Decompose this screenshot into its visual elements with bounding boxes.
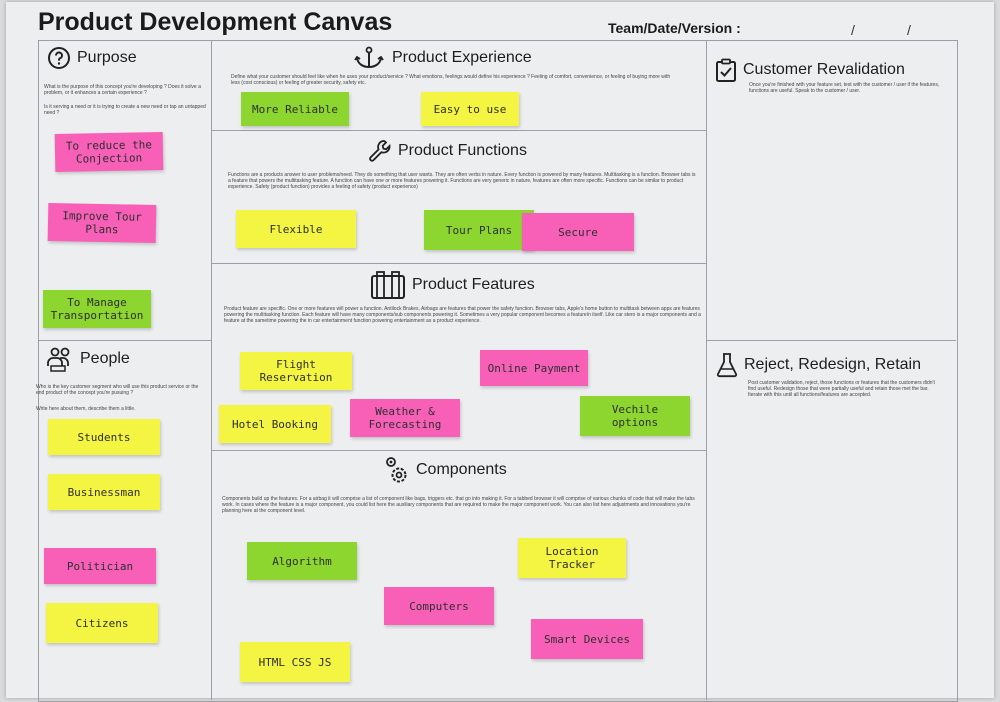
features-icon: [370, 270, 406, 300]
sticky-note[interactable]: Location Tracker: [518, 538, 626, 578]
revalidation-description: Once you're finished with your feature set, test with the customer / user if the features, functions are useful. Speak to the customer / user.: [749, 82, 940, 94]
sticky-note[interactable]: Improve Tour Plans: [48, 203, 157, 243]
sticky-note[interactable]: Online Payment: [480, 350, 588, 386]
sticky-note[interactable]: Flexible: [236, 210, 356, 248]
divider: [38, 340, 211, 341]
sticky-note[interactable]: Businessman: [48, 474, 160, 510]
divider: [211, 40, 212, 700]
divider: [211, 263, 706, 264]
sticky-note[interactable]: To reduce the Conjection: [55, 132, 164, 172]
experience-section-title: [352, 46, 532, 70]
version-separator: /: [851, 22, 855, 38]
version-separator: /: [907, 22, 911, 38]
divider: [211, 450, 706, 451]
divider: [706, 340, 956, 341]
sticky-note[interactable]: Flight Reservation: [240, 352, 352, 390]
question-icon: [47, 46, 71, 70]
sticky-note[interactable]: Vechile options: [580, 396, 690, 436]
sticky-note[interactable]: Hotel Booking: [219, 405, 331, 443]
people-section-title: [46, 346, 130, 372]
sticky-note[interactable]: More Reliable: [241, 92, 349, 126]
purpose-description: What is the purpose of this concept you're developing ? Does it solve a problem, or it enhances a certain experience ?: [44, 84, 201, 96]
purpose-description-2: Is it serving a need or it is trying to create a new need or tap an untapped need ?: [44, 104, 206, 116]
anchor-icon: [352, 46, 386, 70]
sticky-note[interactable]: Easy to use: [421, 92, 519, 126]
team-date-version-label: Team/Date/Version :: [608, 20, 741, 36]
components-description: Components build up the features. For a airbag it will comprise a list of component like bags, triggers etc. that go into making it. For a tabbed browser it will comprise of various chunks of code that will make the tabs work. In cases where the feature is a major component, you could list here the auxiliary components that are required to make the major component work. You can also list here adjustments and innovations you're planning here at the component level.: [222, 496, 695, 514]
reject-title: Reject, Redesign, Retain: [744, 356, 921, 373]
features-description: Product feature are specific. One or more features will power a function. Antilock Brakes, Airbags are features that power the safety function. Browser tabs, Apple's home button to multitask between apps are features powering the multitasking function. Each feature will have many components/sub components powering it. Sometimes a very popular component becomes a featureín itself. Like car stero is a major components and a feature at the sametime powering the in car entertainment function powering entertainment as a product experience.: [224, 306, 701, 324]
sticky-note[interactable]: To Manage Transportation: [43, 290, 151, 328]
sticky-note[interactable]: Smart Devices: [531, 619, 643, 659]
purpose-title: Purpose: [77, 49, 137, 66]
people-description-2: Write here about them, describe them a little.: [36, 406, 136, 412]
divider: [706, 40, 707, 700]
gears-icon: [384, 455, 410, 485]
components-title: Components: [416, 461, 507, 478]
sticky-note[interactable]: Weather & Forecasting: [350, 399, 460, 437]
sticky-note[interactable]: Algorithm: [247, 542, 357, 580]
page-title: Product Development Canvas: [38, 8, 393, 36]
components-section-title: [384, 455, 507, 485]
people-icon: [46, 346, 74, 372]
people-title: People: [80, 350, 130, 367]
experience-title: Product Experience: [392, 49, 532, 66]
reject-section-title: [716, 352, 921, 378]
wrench-icon: [368, 138, 392, 164]
revalidation-section-title: [715, 58, 905, 82]
experience-description: Define what your customer should feel like when he uses your product/service ? What emotions, feelings would define his experience ? Feeling of comfort, convenience, or feeling of buying more with less (cost conscious) or feeling of greater security, safety etc.: [231, 74, 671, 86]
flask-icon: [716, 352, 738, 378]
sticky-note[interactable]: Students: [48, 419, 160, 455]
sticky-note[interactable]: HTML CSS JS: [240, 642, 350, 682]
people-description: Who is the key customer segment who will use this product service or the end product of the concept you're pusuing ?: [36, 384, 199, 396]
clipboard-check-icon: [715, 58, 737, 82]
features-title: Product Features: [412, 276, 535, 293]
sticky-note[interactable]: Politician: [44, 548, 156, 584]
sticky-note[interactable]: Citizens: [46, 603, 158, 643]
purpose-section-title: [47, 46, 137, 70]
revalidation-title: Customer Revalidation: [743, 61, 905, 78]
reject-description: Post customer validation, reject, those functions or features that the customers didn't find useful. Redesign those that were partially useful and retain those met the bar. Iterate with this until all functions/features are accepted.: [748, 380, 935, 398]
functions-description: Functions are a products answer to user problems/need. They do something that user wants. They are often verbs in nature. Every function is powered by many features. Multitasking is a function. Browser tabs is a feature that powers the multitasking feature. A function can have one or more features powering it. Functions are very generic in nature, features are often more specific. Functions can be similar to product experience. Safety (product function) provides a feeling of safety (product experience): [228, 172, 696, 190]
functions-title: Product Functions: [398, 142, 527, 159]
functions-section-title: [368, 138, 527, 164]
sticky-note[interactable]: Tour Plans: [424, 210, 534, 250]
sticky-note[interactable]: Computers: [384, 587, 494, 625]
features-section-title: [370, 270, 535, 300]
divider: [211, 130, 706, 131]
sticky-note[interactable]: Secure: [522, 213, 634, 251]
